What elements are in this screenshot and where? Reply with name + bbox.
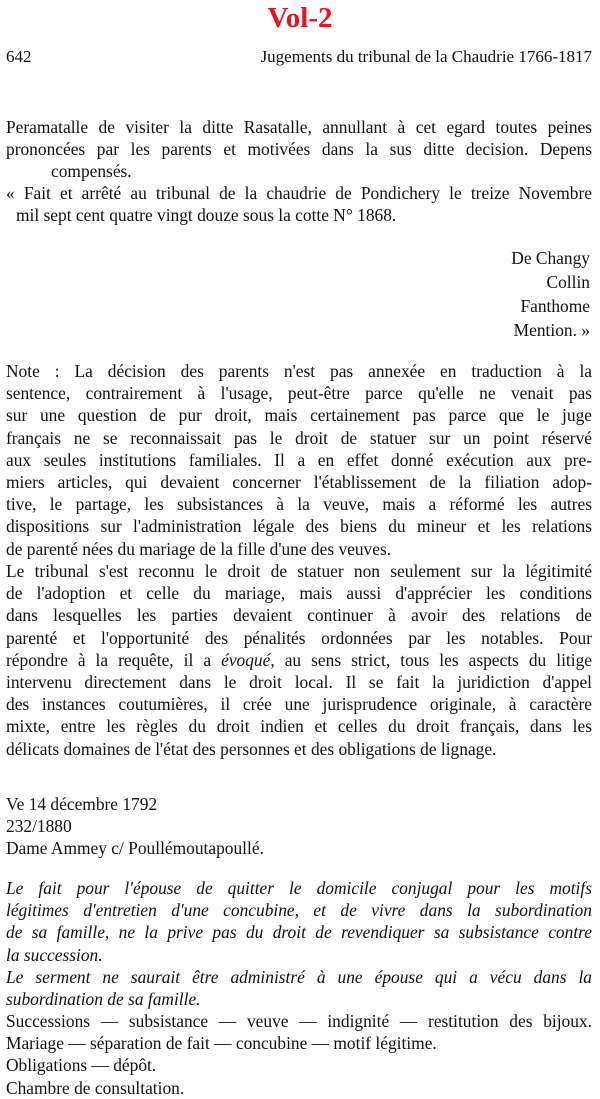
- running-title: Jugements du tribunal de la Chaudrie 1766-1817: [260, 47, 592, 66]
- text-line: mixte, entre les règles du droit indien et celles du droit français, dans les: [6, 716, 592, 737]
- text-line: Note : La décision des parents n'est pas annexée en traduction à la: [6, 361, 593, 381]
- note-paragraph: [6, 360, 592, 560]
- signature: Collin: [546, 272, 590, 292]
- text-line: délicats domaines de l'état des personnes et des obligations de lignage.: [6, 738, 497, 759]
- paragraph-arrete: [6, 182, 592, 226]
- note-label: Note :: [6, 361, 60, 381]
- text-line: prononcées par les parents et motivées dans la sus ditte decision. Depens: [6, 139, 592, 160]
- case-reference: 232/1880: [6, 816, 72, 836]
- signature: Mention. »: [513, 320, 590, 340]
- text-line: légitimes d'entretien d'une concubine, et de vivre dans la subordination: [6, 900, 592, 921]
- case-summary: [6, 877, 592, 1010]
- text-line: parenté et l'opportunité des pénalités ordonnées par les notables. Pour: [6, 627, 592, 648]
- keywords: [6, 1010, 592, 1099]
- tribunal-paragraph: [6, 560, 592, 760]
- case-parties: Dame Ammey c/ Poullémoutapoullé.: [6, 838, 264, 858]
- text-line: intervenu directement dans le droit local. Il se fait la juridiction d'appel: [6, 672, 592, 693]
- paragraph-judgment-end: [6, 116, 592, 183]
- text-line: subordination de sa famille.: [6, 989, 201, 1010]
- signatures: [511, 246, 590, 342]
- text-line: français ne se reconnaissait pas le droit de statuer sur un point réservé: [6, 427, 592, 448]
- text-line: Peramatalle de visiter la ditte Rasatalle, annullant à cet egard toutes peines: [6, 117, 592, 137]
- text-line: dans lesquelles les parties devaient continuer à avoir des relations de: [6, 605, 592, 626]
- text-line: aux seules institutions familiales. Il a en effet donné exécution aux pre-: [6, 449, 592, 470]
- text-line: dispositions sur l'administration légale des biens du mineur et les relations: [6, 516, 592, 537]
- case-header: [6, 793, 264, 859]
- text-line: tive, le partage, les subsistances à la veuve, mais a réformé les autres: [6, 494, 592, 515]
- text-line: mil sept cent quatre vingt douze sous la cotte N° 1868.: [16, 205, 397, 226]
- text-line: Le tribunal s'est reconnu le droit de statuer non seulement sur la légitimité: [6, 561, 592, 581]
- signature: De Changy: [511, 248, 590, 268]
- keyword-line: Successions — subsistance — veuve — indignité — restitution des bijoux.: [6, 1011, 592, 1031]
- volume-label: Vol-2: [267, 2, 333, 34]
- text-line: répondre à la requête, il a évoqué, au sens strict, tous les aspects du litige: [6, 649, 592, 670]
- case-date: Ve 14 décembre 1792: [6, 794, 158, 814]
- text-line: Le serment ne saurait être administré à une épouse qui a vécu dans la: [6, 966, 592, 987]
- signature: Fanthome: [520, 296, 590, 316]
- text-line: Le fait pour l'épouse de quitter le domicile conjugal pour les motifs: [6, 878, 592, 898]
- text-line: la succession.: [6, 944, 103, 965]
- text-line: sentence, contrairement à l'usage, peut-être parce qu'elle ne venait pas: [6, 383, 592, 404]
- page-number: 642: [6, 47, 32, 66]
- text-line: compensés.: [51, 161, 132, 182]
- text-line: miers articles, qui devaient concerner l'établissement de la filiation adop-: [6, 472, 592, 493]
- text-line: des instances coutumières, il crée une jurisprudence originale, à caractère: [6, 694, 592, 715]
- emphasis-evoque: évoqué: [221, 649, 271, 670]
- text-line: de parenté nées du mariage de la fille d'une des veuves.: [6, 538, 392, 559]
- keyword-line: Mariage — séparation de fait — concubine — motif légitime.: [6, 1033, 437, 1054]
- keyword-line: Obligations — dépôt.: [6, 1055, 157, 1076]
- keyword-line: Chambre de consultation.: [6, 1077, 185, 1098]
- text-line: « Fait et arrêté au tribunal de la chaudrie de Pondichery le treize Novembre: [6, 183, 592, 203]
- page-header: [6, 46, 592, 68]
- text-line: de sa famille, ne la prive pas du droit de revendiquer sa subsistance contre: [6, 922, 592, 943]
- text-line: de l'adoption et celle du mariage, mais aussi d'apprécier les conditions: [6, 583, 592, 604]
- text-line: sur une question de pur droit, mais certainement pas parce que le juge: [6, 405, 592, 426]
